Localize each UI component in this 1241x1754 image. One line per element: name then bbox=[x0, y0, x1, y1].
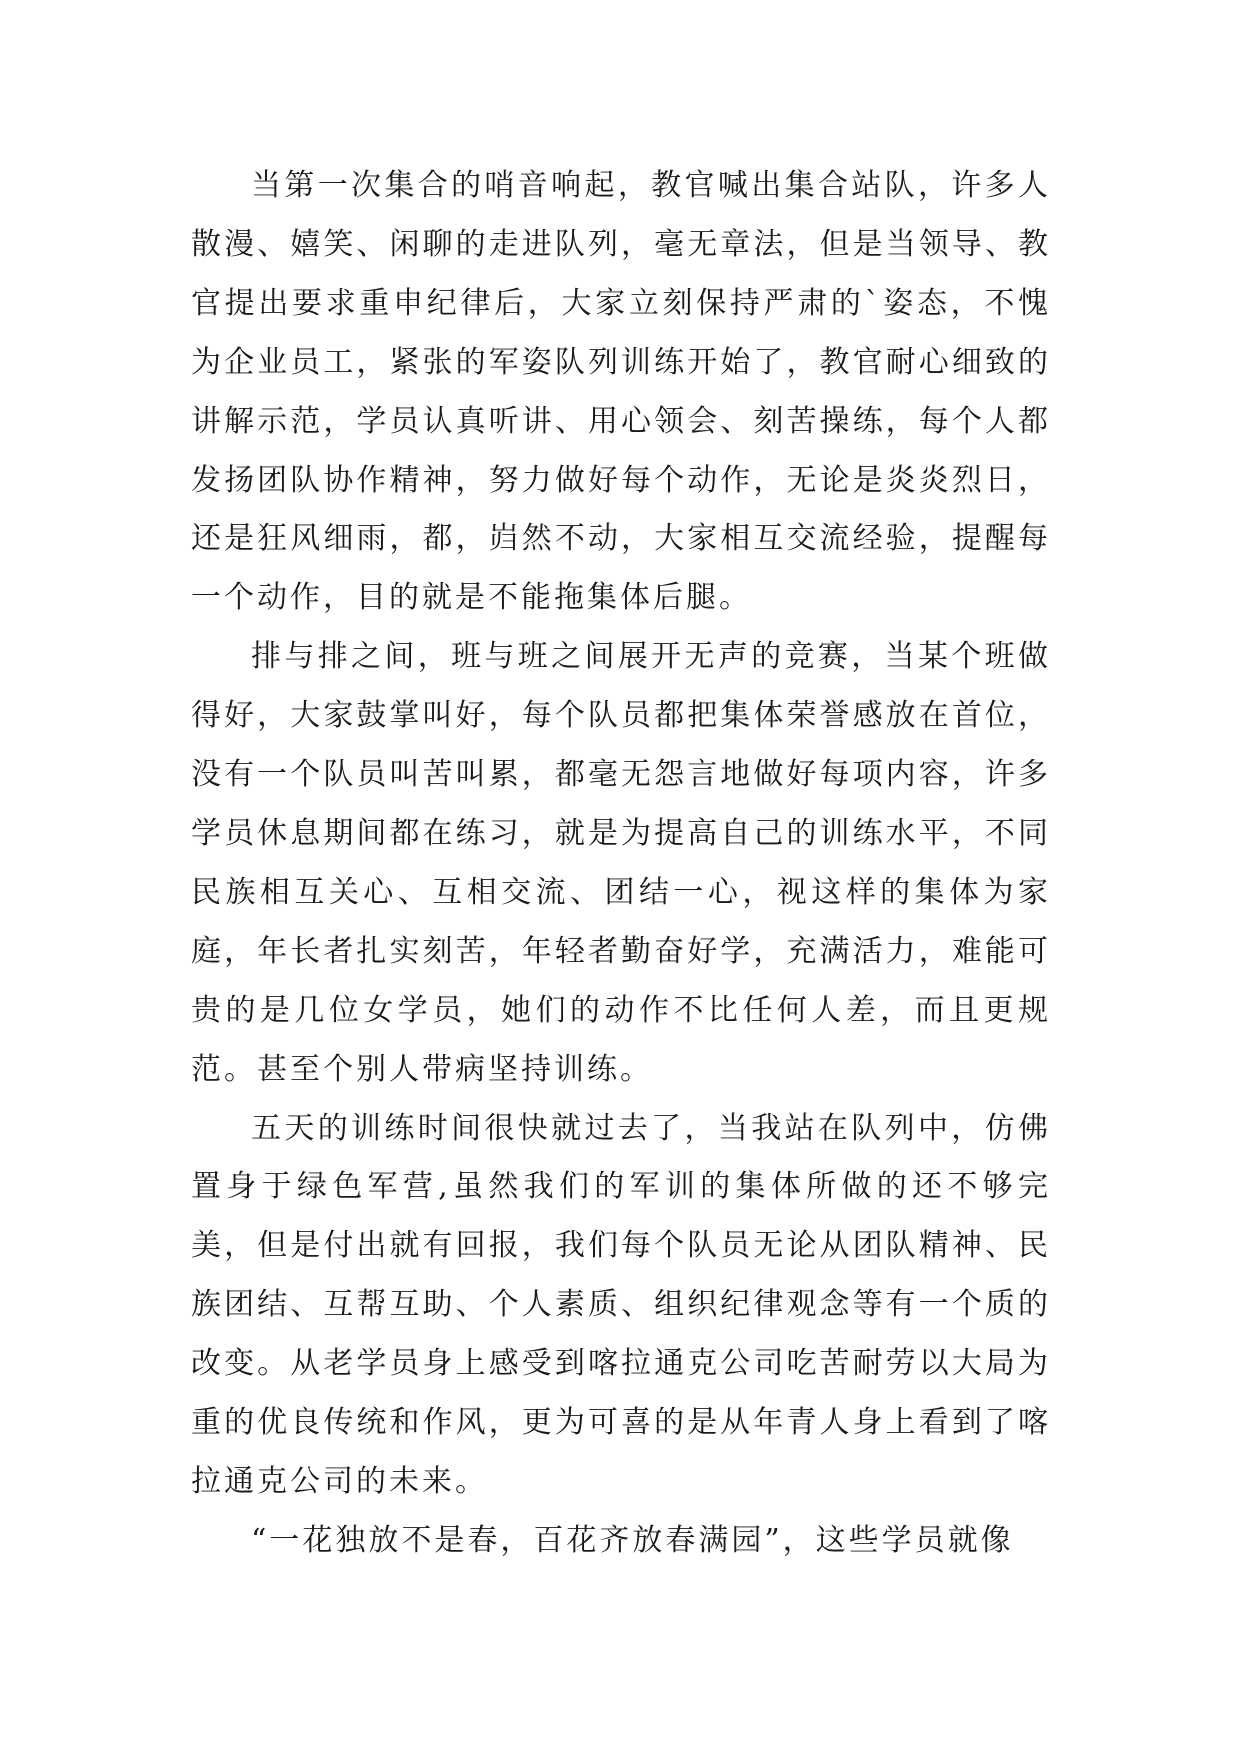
paragraph-3: 五天的训练时间很快就过去了，当我站在队列中，仿佛置身于绿色军营,虽然我们的军训的集体所做的还不够完美，但是付出就有回报，我们每个队员无论从团队精神、民族团结、互帮互助、个人素质、组织纪律观念等有一个质的改变。从老学员身上感受到喀拉通克公司吃苦耐劳以大局为重的优良传统和作风，更为可喜的是从年青人身上看到了喀拉通克公司的未来。 bbox=[191, 1110, 1051, 1499]
paragraph-1: 当第一次集合的哨音响起，教官喊出集合站队，许多人散漫、嬉笑、闲聊的走进队列，毫无章法，但是当领导、教官提出要求重申纪律后，大家立刻保持严肃的`姿态，不愧为企业员工，紧张的军姿队列训练开始了，教官耐心细致的讲解示范，学员认真听讲、用心领会、刻苦操练，每个人都发扬团队协作精神，努力做好每个动作，无论是炎炎烈日，还是狂风细雨，都，岿然不动，大家相互交流经验，提醒每一个动作，目的就是不能拖集体后腿。 bbox=[191, 168, 1051, 616]
paragraph-2: 排与排之间，班与班之间展开无声的竞赛，当某个班做得好，大家鼓掌叫好，每个队员都把集体荣誉感放在首位，没有一个队员叫苦叫累，都毫无怨言地做好每项内容，许多学员休息期间都在练习，就是为提高自己的训练水平，不同民族相互关心、互相交流、团结一心，视这样的集体为家庭，年长者扎实刻苦，年轻者勤奋好学，充满活力，难能可贵的是几位女学员，她们的动作不比任何人差，而且更规范。甚至个别人带病坚持训练。 bbox=[191, 639, 1051, 1087]
document-body bbox=[191, 157, 1051, 1571]
paragraph-4: “一花独放不是春，百花齐放春满园”，这些学员就像 bbox=[251, 1522, 1014, 1558]
